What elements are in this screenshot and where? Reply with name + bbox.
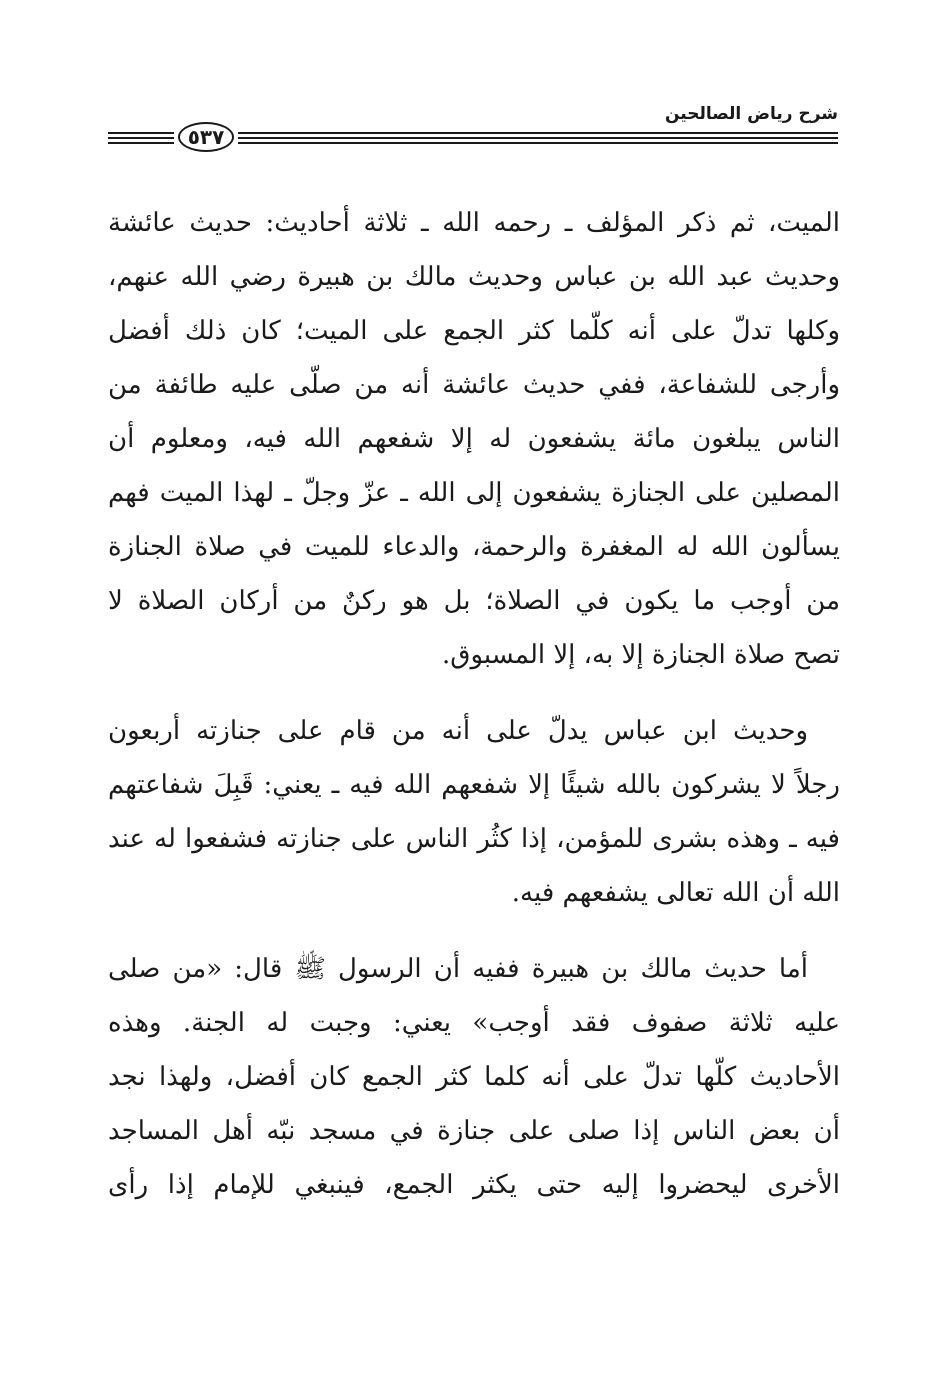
page-header [108,98,838,158]
text-line: فيه ـ وهذه بشرى للمؤمن، إذا كثُر الناس على جنازته فشفعوا له عند [108,824,840,854]
header-rule [108,137,174,139]
text-line: يسألون الله له المغفرة والرحمة، والدعاء للميت في صلاة الجنازة [108,532,840,562]
text-line: رجلاً لا يشركون بالله شيئًا إلا شفعهم الله فيه ـ يعني: قَبِلَ شفاعتهم [108,770,840,800]
text-line: المصلين على الجنازة يشفعون إلى الله ـ عزّ وجلّ ـ لهذا الميت فهم [108,478,840,508]
text-line: عليه ثلاثة صفوف فقد أوجب» يعني: وجبت له الجنة. وهذه [108,1008,840,1038]
paragraph-spacer [108,920,840,942]
header-rule [238,137,838,139]
text-line: الميت، ثم ذكر المؤلف ـ رحمه الله ـ ثلاثة أحاديث: حديث عائشة [108,208,840,238]
text-line: وأرجى للشفاعة، ففي حديث عائشة أنه من صلّى عليه طائفة من [108,370,840,400]
text-line: أن بعض الناس إذا صلى على جنازة في مسجد نبّه أهل المساجد [108,1116,840,1146]
text-line: وحديث ابن عباس يدلّ على أنه من قام على جنازته أربعون [108,716,808,746]
text-line: تصح صلاة الجنازة إلا به، إلا المسبوق. [442,640,840,670]
text-line: وكلها تدلّ على أنه كلّما كثر الجمع على الميت؛ كان ذلك أفضل [108,316,840,346]
text-line: الأخرى ليحضروا إليه حتى يكثر الجمع، فينبغي للإمام إذا رأى [108,1170,840,1200]
header-rule [238,132,838,134]
text-line: أما حديث مالك بن هبيرة ففيه أن الرسول ﷺ قال: «من صلى [108,954,808,984]
header-rule [238,142,838,144]
paragraph-3 [108,942,840,1212]
paragraph-spacer [108,682,840,704]
running-title: شرح رياض الصالحين [664,104,838,124]
main-text [108,196,840,1212]
header-rule [108,142,174,144]
header-rule [108,132,174,134]
paragraph-1 [108,196,840,682]
text-line: الناس يبلغون مائة يشفعون له إلا شفعهم الله فيه، ومعلوم أن [108,424,840,454]
text-line: وحديث عبد الله بن عباس وحديث مالك بن هبيرة رضي الله عنهم، [108,262,840,292]
page-number: ٥٣٧ [178,122,234,152]
paragraph-2 [108,704,840,920]
text-line: من أوجب ما يكون في الصلاة؛ بل هو ركنٌ من أركان الصلاة لا [108,586,840,616]
text-line: الأحاديث كلّها تدلّ على أنه كلما كثر الجمع كان أفضل، ولهذا نجد [108,1062,840,1092]
text-line: الله أن الله تعالى يشفعهم فيه. [511,878,840,908]
